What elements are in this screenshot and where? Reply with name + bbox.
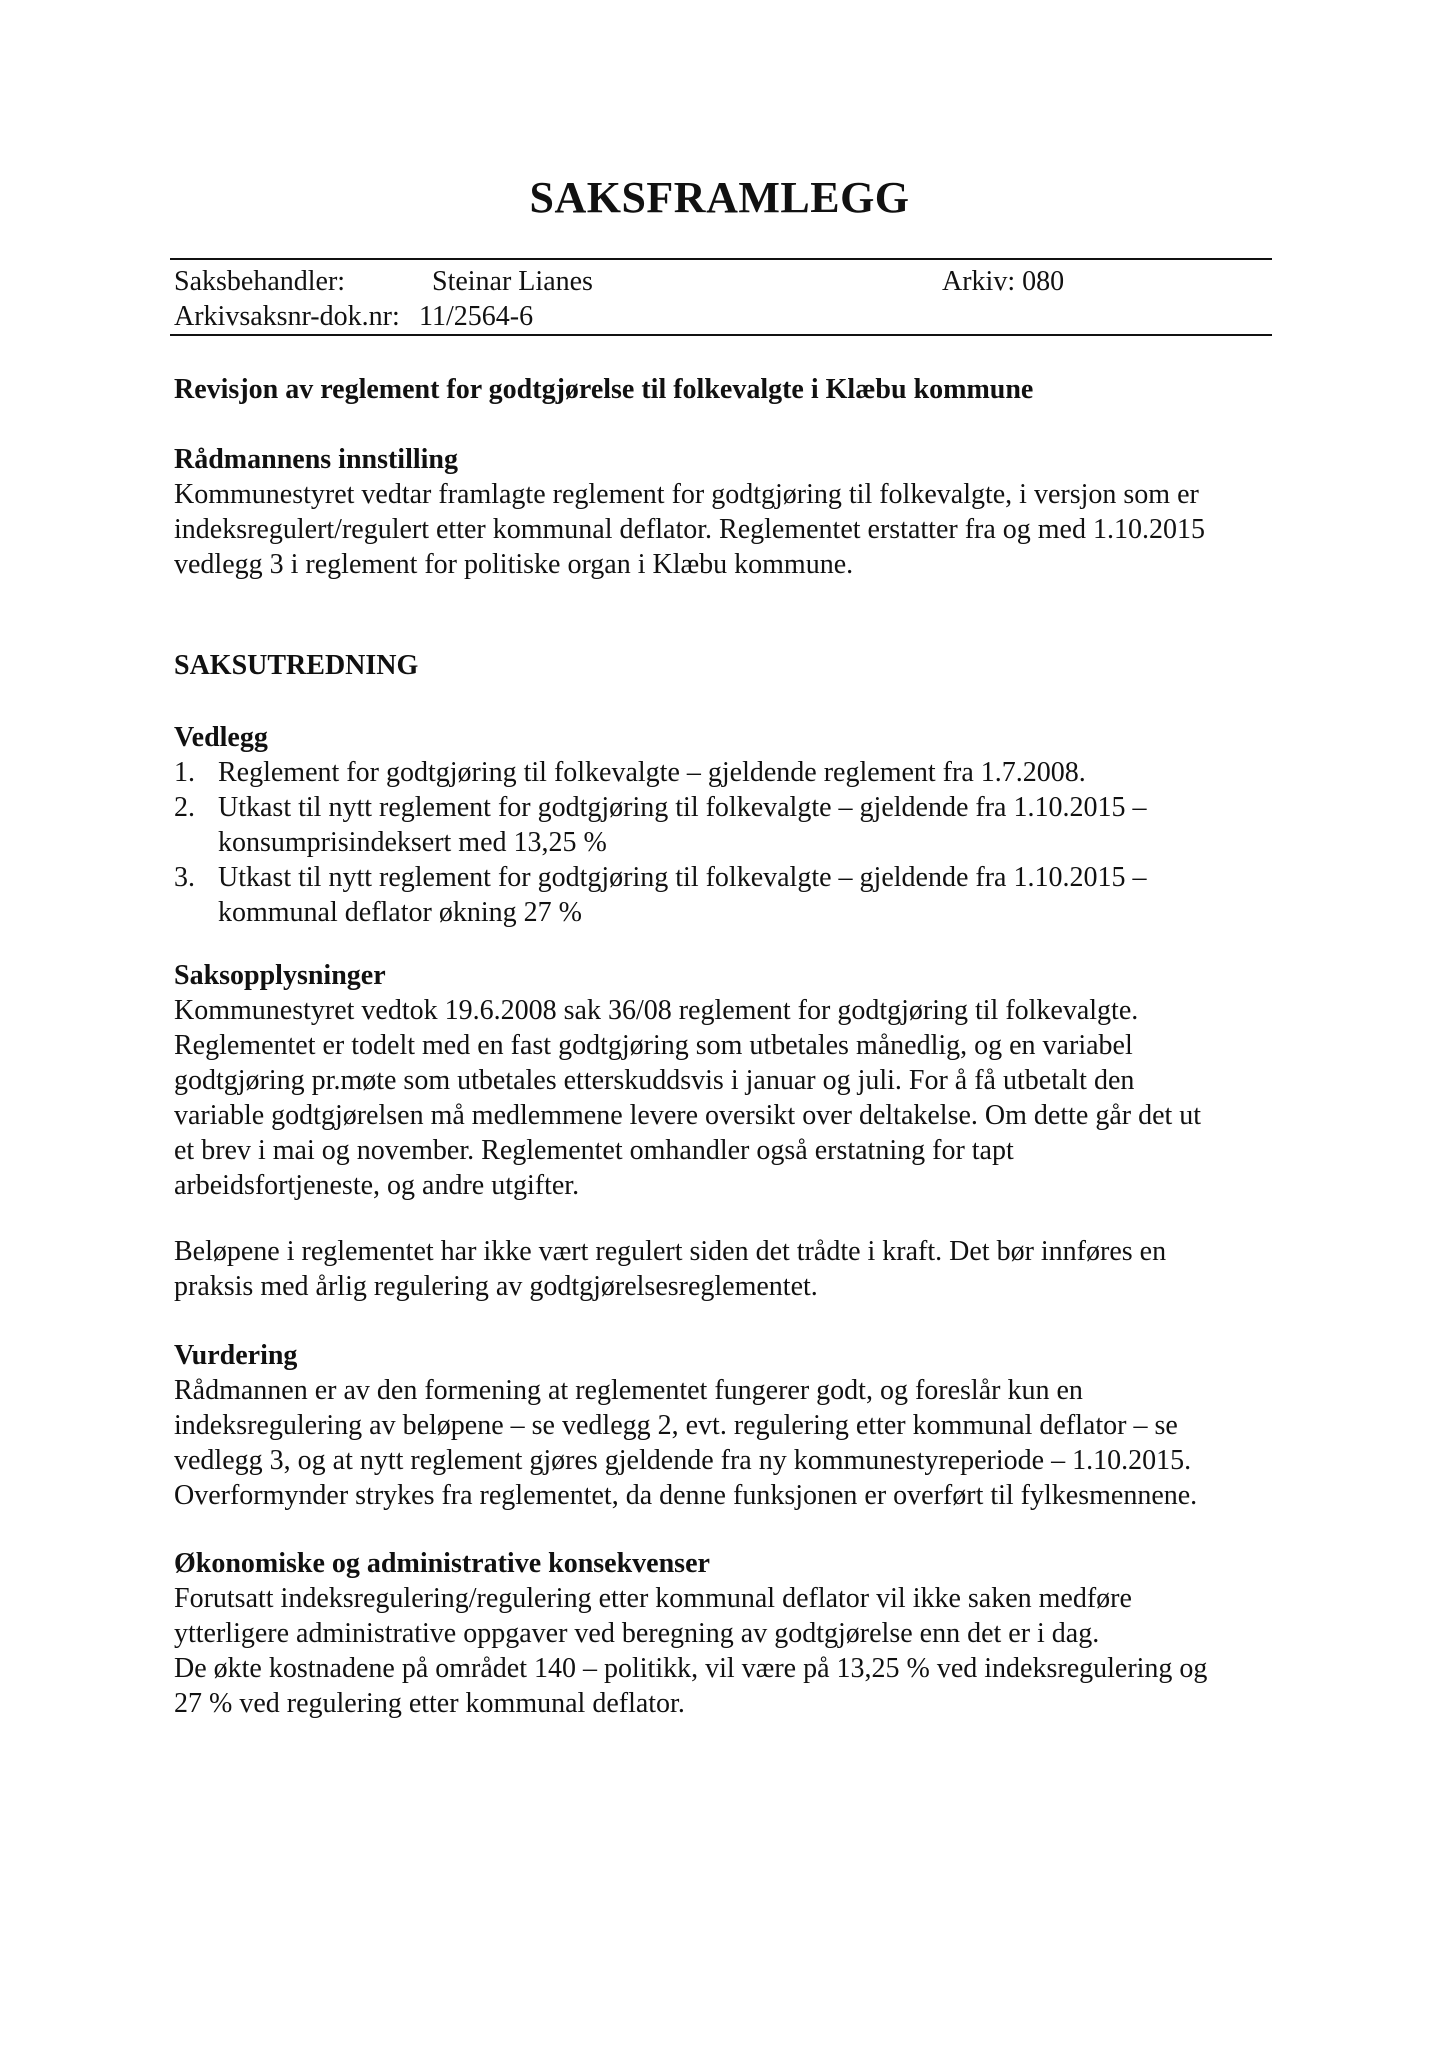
consequences-heading: Økonomiske og administrative konsekvenser — [174, 1548, 710, 1579]
recommendation-block — [174, 442, 1274, 582]
consequences-line: Forutsatt indeksregulering/regulering etter kommunal deflator vil ikke saken medføre — [174, 1583, 1132, 1614]
consequences-block — [174, 1546, 1274, 1721]
assessment-line: Rådmannen er av den formening at reglementet fungerer godt, og foreslår kun en — [174, 1375, 1083, 1406]
attachment-line: Utkast til nytt reglement for godtgjøring til folkevalgte – gjeldende fra 1.10.2015 – — [218, 862, 1147, 893]
attachment-number: 2. — [174, 792, 195, 823]
facts-block — [174, 958, 1274, 1203]
assessment-line: vedlegg 3, og at nytt reglement gjøres gjeldende fra ny kommunestyreperiode – 1.10.2015. — [174, 1445, 1192, 1476]
attachments-heading: Vedlegg — [174, 722, 268, 753]
document-title: SAKSFRAMLEGG — [529, 173, 910, 222]
archive-value: Arkiv: 080 — [942, 266, 1065, 297]
attachment-line: Utkast til nytt reglement for godtgjøring til folkevalgte – gjeldende fra 1.10.2015 – — [218, 792, 1147, 823]
facts-line: praksis med årlig regulering av godtgjørelsesreglementet. — [174, 1271, 818, 1302]
facts-heading: Saksopplysninger — [174, 960, 386, 991]
attachments-block — [174, 720, 1274, 930]
attachment-item — [174, 790, 1274, 860]
handler-label: Saksbehandler: — [174, 266, 346, 297]
facts-line: Reglementet er todelt med en fast godtgjøring som utbetales månedlig, og en variabel — [174, 1030, 1133, 1061]
handler-value: Steinar Lianes — [432, 266, 593, 297]
attachment-line: Reglement for godtgjøring til folkevalgte – gjeldende reglement fra 1.7.2008. — [218, 757, 1086, 788]
attachment-line: kommunal deflator økning 27 % — [218, 897, 582, 928]
section-heading: SAKSUTREDNING — [174, 650, 419, 681]
assessment-line: Overformynder strykes fra reglementet, da denne funksjonen er overført til fylkesmennene. — [174, 1480, 1198, 1511]
facts-line: arbeidsfortjeneste, og andre utgifter. — [174, 1170, 580, 1201]
facts-line: et brev i mai og november. Reglementet omhandler også erstatning for tapt — [174, 1135, 1014, 1166]
attachment-line: konsumprisindeksert med 13,25 % — [218, 827, 607, 858]
section-heading-block — [174, 648, 1274, 683]
subject-block — [174, 372, 1274, 407]
consequences-line: ytterligere administrative oppgaver ved beregning av godtgjørelse enn det er i dag. — [174, 1618, 1100, 1649]
attachment-item — [174, 755, 1274, 790]
recommendation-line: Kommunestyret vedtar framlagte reglement for godtgjøring til folkevalgte, i versjon som er — [174, 479, 1199, 510]
assessment-heading: Vurdering — [174, 1340, 298, 1371]
header-rule-bottom — [170, 334, 1272, 336]
subject-line: Revisjon av reglement for godtgjørelse til folkevalgte i Klæbu kommune — [174, 374, 1034, 405]
attachment-item — [174, 860, 1274, 930]
facts-paragraph-2 — [174, 1234, 1274, 1304]
caseno-value: 11/2564-6 — [419, 301, 534, 332]
recommendation-heading: Rådmannens innstilling — [174, 444, 458, 475]
assessment-line: indeksregulering av beløpene – se vedlegg 2, evt. regulering etter kommunal deflator – se — [174, 1410, 1178, 1441]
facts-line: Beløpene i reglementet har ikke vært regulert siden det trådte i kraft. Det bør innføres en — [174, 1236, 1167, 1267]
assessment-block — [174, 1338, 1274, 1513]
facts-line: godtgjøring pr.møte som utbetales etterskuddsvis i januar og juli. For å få utbetalt den — [174, 1065, 1135, 1096]
recommendation-line: vedlegg 3 i reglement for politiske organ i Klæbu kommune. — [174, 549, 854, 580]
caseno-label: Arkivsaksnr-dok.nr: — [174, 301, 400, 332]
consequences-line: 27 % ved regulering etter kommunal deflator. — [174, 1688, 685, 1719]
header-rule-top — [170, 258, 1272, 260]
facts-line: Kommunestyret vedtok 19.6.2008 sak 36/08 reglement for godtgjøring til folkevalgte. — [174, 995, 1139, 1026]
consequences-line: De økte kostnadene på området 140 – politikk, vil være på 13,25 % ved indeksregulering og — [174, 1653, 1208, 1684]
recommendation-line: indeksregulert/regulert etter kommunal deflator. Reglementet erstatter fra og med 1.10.2015 — [174, 514, 1205, 545]
attachment-number: 3. — [174, 862, 195, 893]
attachment-number: 1. — [174, 757, 195, 788]
facts-line: variable godtgjørelsen må medlemmene levere oversikt over deltakelse. Om dette går det ut — [174, 1100, 1202, 1131]
